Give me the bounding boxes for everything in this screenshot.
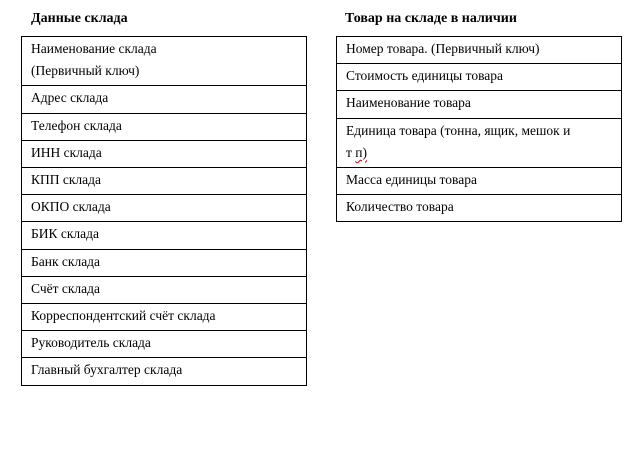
warehouse-field-row [22, 276, 307, 303]
warehouse-field-row [22, 86, 307, 113]
goods-in-stock-table [336, 36, 622, 222]
warehouse-field-row-cell [22, 195, 307, 222]
goods-field-row [337, 168, 622, 195]
warehouse-field-row-cell [22, 358, 307, 385]
warehouse-field-row [22, 195, 307, 222]
warehouse-field-row [22, 37, 307, 86]
warehouse-field-row [22, 331, 307, 358]
goods-in-stock-title: Товар на складе в наличии [345, 11, 517, 26]
goods-field-row-cell [337, 168, 622, 195]
warehouse-field-row-text: Корреспондентский счёт склада [31, 308, 216, 324]
warehouse-field-row-text: Главный бухгалтер склада [31, 362, 183, 378]
goods-field-row [337, 195, 622, 222]
warehouse-field-row-text: Счёт склада [31, 280, 101, 296]
warehouse-field-row-cell [22, 113, 307, 140]
warehouse-data-table [21, 36, 307, 386]
goods-field-row-cell [337, 64, 622, 91]
warehouse-field-row [22, 249, 307, 276]
warehouse-field-row-text: Руководитель склада [31, 335, 151, 351]
warehouse-field-row-cell [22, 304, 307, 331]
goods-field-row-text: Единица товара (тонна, ящик, мешок и [346, 122, 571, 138]
goods-field-row-text: Масса единицы товара [346, 172, 477, 188]
warehouse-field-row-text: (Первичный ключ) [31, 63, 140, 79]
warehouse-field-row-cell [22, 168, 307, 195]
goods-field-row [337, 37, 622, 64]
goods-field-row [337, 91, 622, 118]
goods-field-row-cell [337, 91, 622, 118]
warehouse-field-row-text: ИНН склада [31, 144, 102, 160]
warehouse-field-row [22, 358, 307, 385]
warehouse-field-row [22, 304, 307, 331]
warehouse-field-row [22, 113, 307, 140]
warehouse-field-row-cell [22, 37, 307, 86]
warehouse-field-row [22, 140, 307, 167]
goods-field-row-text: Количество товара [346, 199, 454, 215]
warehouse-field-row-text: Адрес склада [31, 90, 109, 106]
goods-field-row-cell [337, 195, 622, 222]
goods-field-row-text: т п) [346, 144, 368, 160]
warehouse-field-row-text: Телефон склада [31, 117, 122, 133]
spellcheck-underline: п) [355, 144, 368, 160]
warehouse-field-row-cell [22, 86, 307, 113]
warehouse-field-row-text: ОКПО склада [31, 199, 111, 215]
warehouse-field-row-cell [22, 249, 307, 276]
warehouse-field-row-cell [22, 331, 307, 358]
goods-field-row [337, 64, 622, 91]
warehouse-field-row-cell [22, 140, 307, 167]
goods-field-row-cell [337, 37, 622, 64]
warehouse-field-row-cell [22, 276, 307, 303]
warehouse-field-row-cell [22, 222, 307, 249]
goods-field-row-text: Наименование товара [346, 95, 471, 111]
warehouse-field-row [22, 222, 307, 249]
warehouse-field-row-text: Банк склада [31, 253, 101, 269]
goods-field-row-text: Номер товара. (Первичный ключ) [346, 41, 540, 56]
goods-field-row-text: Стоимость единицы товара [346, 68, 504, 84]
warehouse-field-row-text: Наименование склада [31, 41, 157, 56]
warehouse-field-row-text: БИК склада [31, 226, 100, 242]
goods-field-row [337, 118, 622, 167]
warehouse-data-title: Данные склада [31, 11, 128, 26]
warehouse-field-row-text: КПП склада [31, 172, 102, 188]
warehouse-field-row [22, 168, 307, 195]
goods-field-row-cell [337, 118, 622, 167]
